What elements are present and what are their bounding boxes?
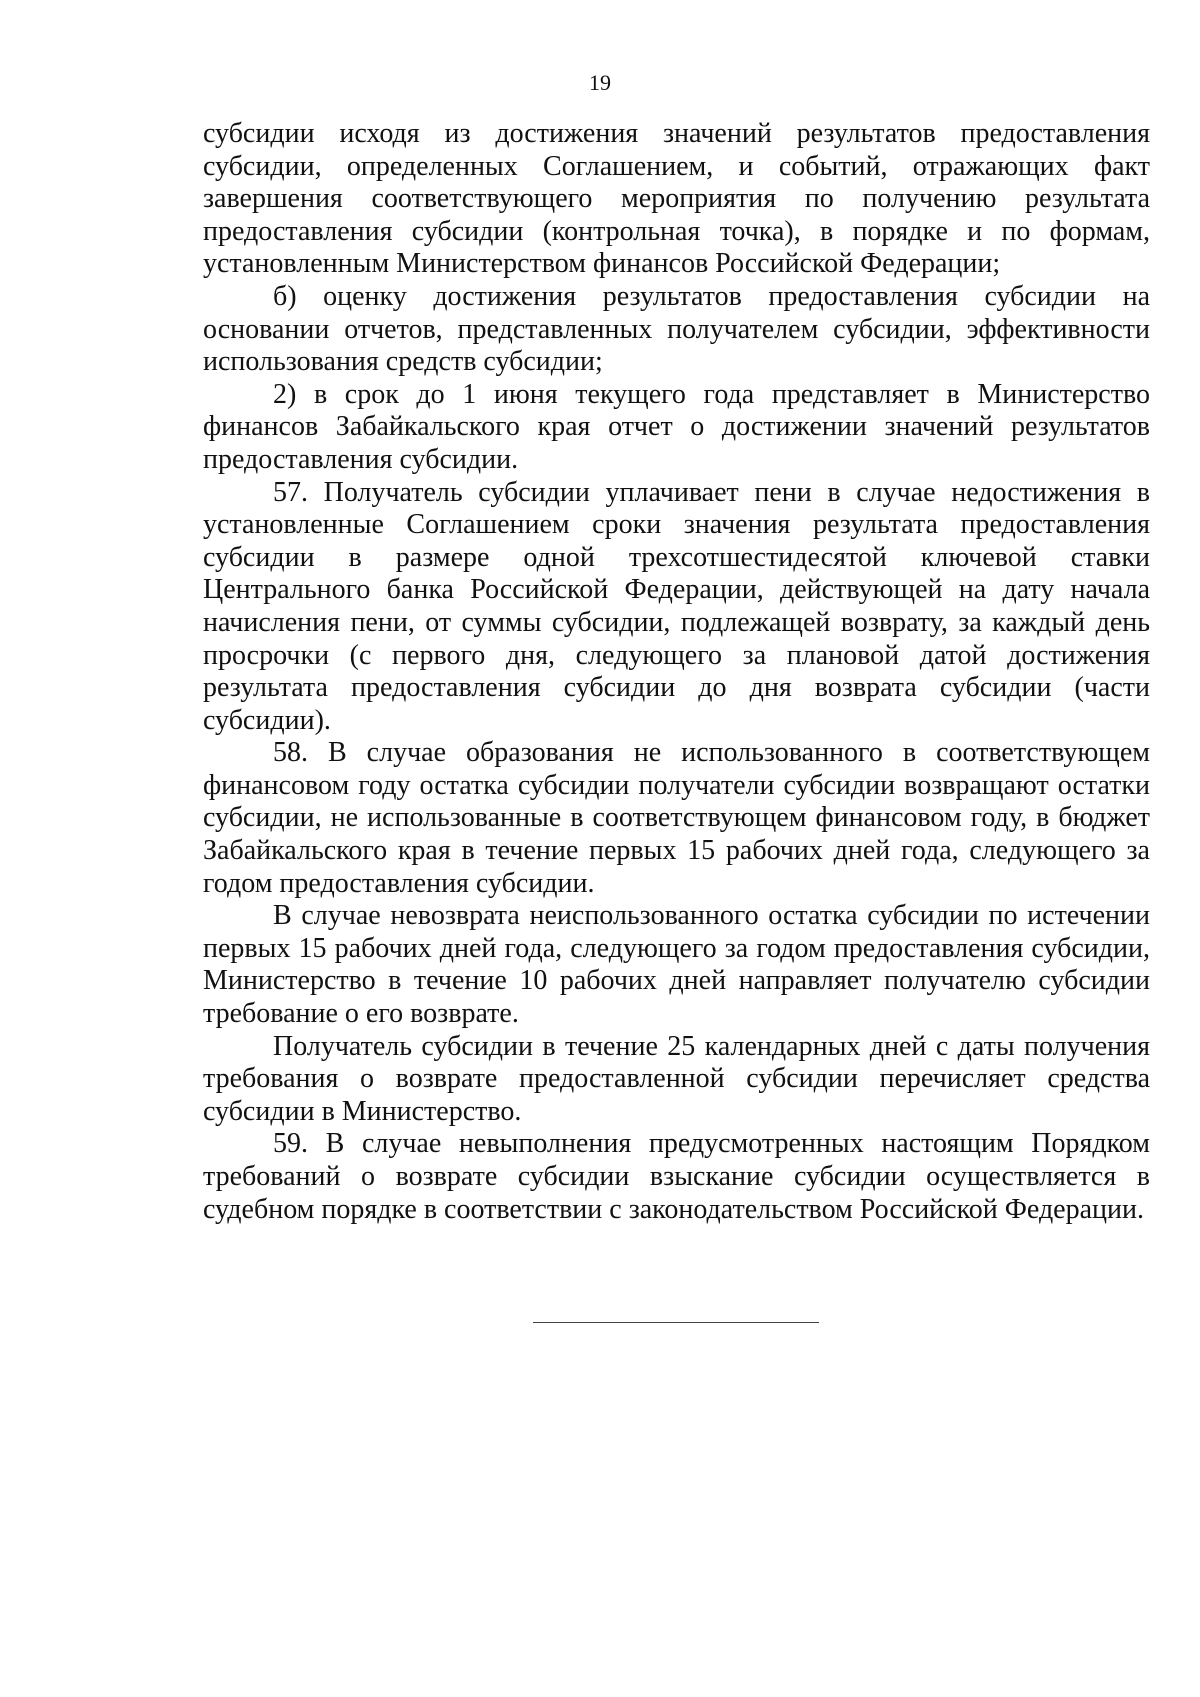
- end-of-document-rule: [533, 1322, 819, 1323]
- paragraph-58-nonreturn: В случае невозврата неиспользованного остатка субсидии по истечении первых 15 рабочих дней года, следующего за годом предоставления субсидии, Министерство в течение 10 рабочих дней направляет получателю субсидии требование о его возврате.: [203, 900, 1150, 1030]
- paragraph-59: 59. В случае невыполнения предусмотренных настоящим Порядком требований о возврате субсидии взыскание субсидии осуществляется в судебном порядке в соответствии с законодательством Российской Федерации.: [203, 1128, 1150, 1225]
- page-number: 19: [589, 70, 611, 95]
- paragraph-58: 58. В случае образования не использованного в соответствующем финансовом году остатка субсидии получатели субсидии возвращают остатки субсидии, не использованные в соответствующем финансовом году, в бюджет Забайкальского края в течение первых 15 рабочих дней года, следующего за годом предоставления субсидии.: [203, 737, 1150, 899]
- document-body: [203, 118, 1150, 1226]
- paragraph-58-recipient: Получатель субсидии в течение 25 календарных дней с даты получения требования о возврате предоставленной субсидии перечисляет средства субсидии в Министерство.: [203, 1030, 1150, 1127]
- paragraph-continuation: субсидии исходя из достижения значений результатов предоставления субсидии, определенных Соглашением, и событий, отражающих факт завершения соответствующего мероприятия по получению результата предоставления субсидии (контрольная точка), в порядке и по формам, установленным Министерством финансов Российской Федерации;: [203, 118, 1150, 280]
- paragraph-item-b: б) оценку достижения результатов предоставления субсидии на основании отчетов, представленных получателем субсидии, эффективности использования средств субсидии;: [203, 280, 1150, 378]
- paragraph-item-2: 2) в срок до 1 июня текущего года представляет в Министерство финансов Забайкальского края отчет о достижении значений результатов предоставления субсидии.: [203, 378, 1150, 475]
- paragraph-57: 57. Получатель субсидии уплачивает пени в случае недостижения в установленные Соглашением сроки значения результата предоставления субсидии в размере одной трехсотшестидесятой ключевой ставки Центрального банка Российской Федерации, действующей на дату начала начисления пени, от суммы субсидии, подлежащей возврату, за каждый день просрочки (с первого дня, следующего за плановой датой достижения результата предоставления субсидии до дня возврата субсидии (части субсидии).: [203, 476, 1150, 736]
